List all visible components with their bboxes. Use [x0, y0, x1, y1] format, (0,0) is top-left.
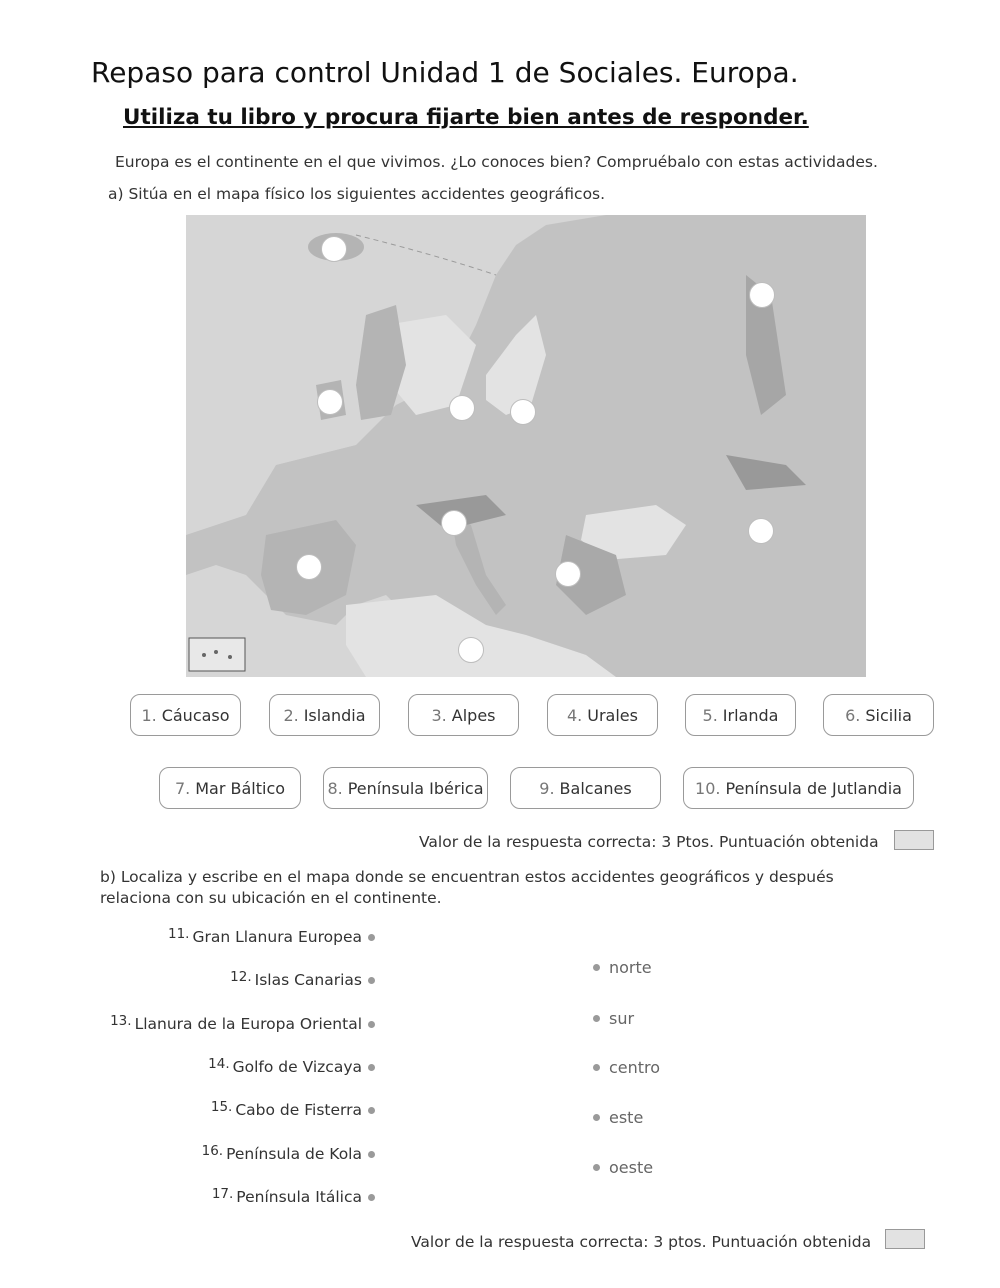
- match-right-item[interactable]: [593, 1009, 634, 1028]
- drop-target-4[interactable]: [449, 395, 475, 421]
- match-right-label: norte: [609, 958, 652, 977]
- question-a-instruction: a) Sitúa en el mapa físico los siguientes accidentes geográficos.: [108, 185, 606, 203]
- option-label: Urales: [587, 705, 638, 725]
- match-left-label: Islas Canarias: [254, 971, 362, 989]
- page-title: Repaso para control Unidad 1 de Sociales. Europa.: [91, 56, 799, 89]
- match-left-number: 12.: [230, 969, 252, 985]
- match-left-number: 14.: [208, 1056, 230, 1072]
- match-left-label: Cabo de Fisterra: [235, 1101, 362, 1119]
- option-number: 4.: [567, 705, 583, 725]
- match-left-number: 13.: [110, 1013, 132, 1029]
- option-label: Islandia: [303, 705, 366, 725]
- match-left-item[interactable]: [212, 1188, 375, 1206]
- page-subtitle: Utiliza tu libro y procura fijarte bien antes de responder.: [123, 105, 809, 130]
- option-pill[interactable]: [269, 694, 380, 736]
- option-number: 10.: [695, 778, 721, 798]
- drop-target-7[interactable]: [748, 518, 774, 544]
- score-input-a[interactable]: [894, 830, 934, 850]
- drop-target-3[interactable]: [317, 389, 343, 415]
- match-left-item[interactable]: [211, 1101, 375, 1119]
- match-left-item[interactable]: [168, 928, 375, 946]
- option-pill[interactable]: [547, 694, 658, 736]
- match-left-number: 16.: [201, 1143, 224, 1159]
- score-label-b: Valor de la respuesta correcta: 3 ptos. Puntuación obtenida: [411, 1233, 872, 1251]
- option-number: 9.: [539, 778, 555, 798]
- connector-dot-icon[interactable]: [368, 1194, 375, 1201]
- option-pill[interactable]: [823, 694, 934, 736]
- drop-target-10[interactable]: [458, 637, 484, 663]
- option-number: 6.: [845, 705, 861, 725]
- connector-dot-icon[interactable]: [593, 1114, 600, 1121]
- connector-dot-icon[interactable]: [593, 964, 600, 971]
- connector-dot-icon[interactable]: [368, 1064, 375, 1071]
- option-label: Sicilia: [865, 705, 912, 725]
- match-left-item[interactable]: [230, 971, 375, 989]
- match-left-number: 15.: [210, 1099, 233, 1115]
- match-right-label: centro: [609, 1058, 661, 1077]
- match-right-label: oeste: [609, 1158, 654, 1177]
- match-left-item[interactable]: [202, 1145, 375, 1163]
- connector-dot-icon[interactable]: [368, 1107, 375, 1114]
- match-right-item[interactable]: [593, 958, 652, 977]
- option-number: 8.: [327, 778, 343, 798]
- match-right-label: este: [609, 1108, 644, 1127]
- option-pill[interactable]: [683, 767, 914, 809]
- option-pill[interactable]: [408, 694, 519, 736]
- drop-target-2[interactable]: [749, 282, 775, 308]
- drop-target-9[interactable]: [555, 561, 581, 587]
- option-label: Balcanes: [559, 778, 632, 798]
- option-number: 3.: [431, 705, 447, 725]
- option-pill[interactable]: [510, 767, 661, 809]
- option-number: 7.: [174, 778, 191, 798]
- option-number: 5.: [702, 705, 718, 725]
- option-label: Cáucaso: [161, 705, 230, 725]
- match-left-label: Gran Llanura Europea: [192, 928, 362, 946]
- match-right-item[interactable]: [593, 1108, 643, 1127]
- option-number: 1.: [141, 705, 157, 725]
- match-left-number: 11.: [167, 926, 190, 942]
- option-number: 2.: [283, 705, 299, 725]
- match-left-number: 17.: [211, 1186, 234, 1202]
- match-left-item[interactable]: [208, 1058, 375, 1076]
- connector-dot-icon[interactable]: [368, 1021, 375, 1028]
- drop-target-8[interactable]: [296, 554, 322, 580]
- match-left-label: Llanura de la Europa Oriental: [134, 1015, 362, 1033]
- option-label: Irlanda: [722, 705, 779, 725]
- connector-dot-icon[interactable]: [368, 977, 375, 984]
- match-right-label: sur: [609, 1009, 635, 1028]
- connector-dot-icon[interactable]: [368, 934, 375, 941]
- match-left-label: Golfo de Vizcaya: [232, 1058, 362, 1076]
- connector-dot-icon[interactable]: [593, 1015, 600, 1022]
- score-input-b[interactable]: [885, 1229, 925, 1249]
- match-left-label: Península de Kola: [226, 1145, 362, 1163]
- match-right-item[interactable]: [593, 1158, 653, 1177]
- option-pill[interactable]: [323, 767, 488, 809]
- intro-text: Europa es el continente en el que vivimos. ¿Lo conoces bien? Compruébalo con estas actividades.: [115, 153, 878, 171]
- option-label: Alpes: [451, 705, 496, 725]
- drop-target-6[interactable]: [441, 510, 467, 536]
- score-label-a: Valor de la respuesta correcta: 3 Ptos. Puntuación obtenida: [419, 833, 879, 851]
- question-b-instruction: b) Localiza y escribe en el mapa donde se encuentran estos accidentes geográficos y después relaciona con su ubicación en el continente.: [100, 868, 834, 907]
- drop-target-1[interactable]: [321, 236, 347, 262]
- option-label: Península Ibérica: [347, 778, 484, 798]
- option-label: Península de Jutlandia: [725, 778, 902, 798]
- option-pill[interactable]: [159, 767, 301, 809]
- option-label: Mar Báltico: [195, 778, 286, 798]
- connector-dot-icon[interactable]: [593, 1064, 600, 1071]
- option-pill[interactable]: [130, 694, 241, 736]
- europe-map: [186, 215, 866, 677]
- option-pill[interactable]: [685, 694, 796, 736]
- drop-target-5[interactable]: [510, 399, 536, 425]
- match-left-label: Península Itálica: [236, 1188, 362, 1206]
- match-right-item[interactable]: [593, 1058, 660, 1077]
- match-left-item[interactable]: [110, 1015, 375, 1033]
- connector-dot-icon[interactable]: [593, 1164, 600, 1171]
- connector-dot-icon[interactable]: [368, 1151, 375, 1158]
